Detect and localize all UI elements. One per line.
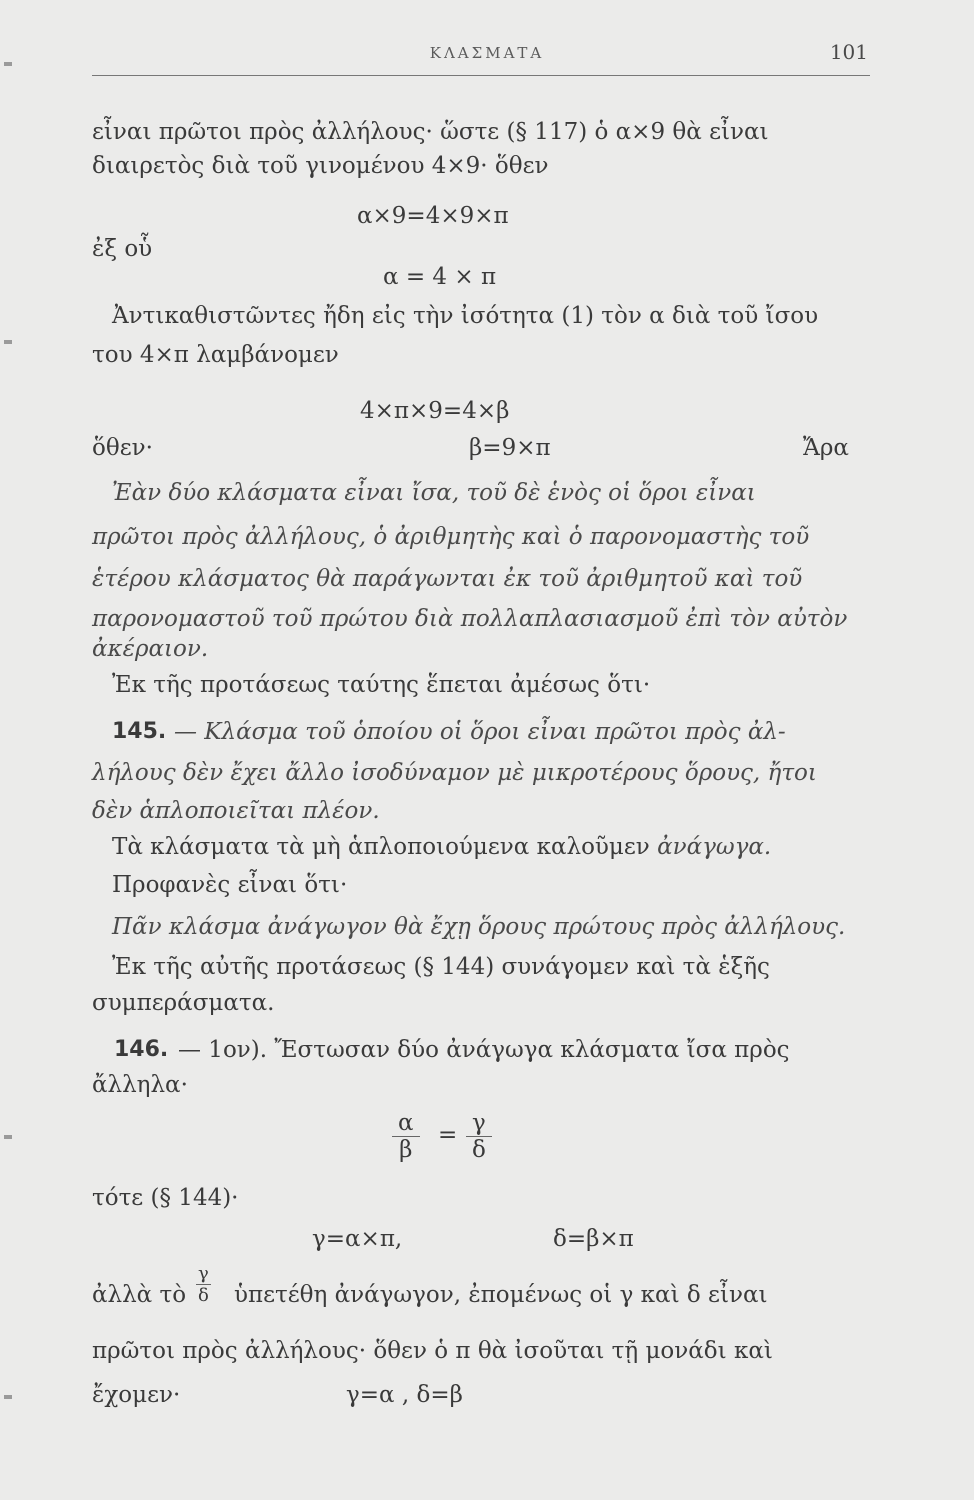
text-line: πρῶτοι πρὸς ἀλλήλους· ὅθεν ὁ π θὰ ἰσοῦται τῇ μονάδι καὶ xyxy=(92,1338,773,1364)
text-line: ἐξ οὗ xyxy=(92,236,153,262)
equation: δ=β×π xyxy=(553,1226,634,1252)
running-header: ΚΛΑΣΜΑΤΑ xyxy=(429,44,545,62)
theorem-line: παρονομαστοῦ τοῦ πρώτου διὰ πολλαπλασιασμοῦ ἐπὶ τὸν αὐτὸν xyxy=(92,606,848,632)
equation: 4×π×9=4×β xyxy=(360,398,510,424)
text-span: Τὰ κλάσματα τὰ μὴ ἁπλοποιούμενα καλοῦμεν xyxy=(112,834,658,860)
header-rule xyxy=(92,75,870,76)
numerator: α xyxy=(392,1110,420,1137)
theorem-line: πρῶτοι πρὸς ἀλλήλους, ὁ ἀριθμητὴς καὶ ὁ παρονομαστὴς τοῦ xyxy=(92,524,810,550)
denominator: δ xyxy=(197,1285,209,1306)
margin-mark xyxy=(4,340,12,344)
fraction-left xyxy=(392,1110,420,1163)
text-line: εἶναι πρῶτοι πρὸς ἀλλήλους· ὥστε (§ 117) ὁ α×9 θὰ εἶναι xyxy=(92,119,769,145)
text-line: ὅθεν· xyxy=(92,435,153,461)
margin-mark xyxy=(4,1135,12,1139)
theorem-line: λήλους δὲν ἔχει ἄλλο ἰσοδύναμον μὲ μικροτέρους ὅρους, ἤτοι xyxy=(92,760,817,786)
text-line: διαιρετὸς διὰ τοῦ γινομένου 4×9· ὅθεν xyxy=(92,153,549,179)
equation: γ=α , δ=β xyxy=(346,1382,463,1408)
text-line: Ἐκ τῆς αὐτῆς προτάσεως (§ 144) συνάγομεν καὶ τὰ ἑξῆς xyxy=(112,954,770,980)
margin-mark xyxy=(4,62,12,66)
equation: γ=α×π, xyxy=(312,1226,403,1252)
text-line: Ἐκ τῆς προτάσεως ταύτης ἕπεται ἀμέσως ὅτι· xyxy=(112,672,651,698)
text-line: ἔχομεν· xyxy=(92,1382,181,1408)
theorem-line: δὲν ἁπλοποιεῖται πλέον. xyxy=(92,798,380,824)
section-number: 145. xyxy=(112,719,167,744)
theorem-line: Πᾶν κλάσμα ἀνάγωγον θὰ ἔχῃ ὅρους πρώτους πρὸς ἀλλήλους. xyxy=(112,914,846,940)
text-line: συμπεράσματα. xyxy=(92,990,275,1016)
term-span: ἀνάγωγα. xyxy=(657,834,772,860)
numerator: γ xyxy=(466,1110,492,1137)
margin-mark xyxy=(4,1395,12,1399)
text-line: Ἄρα xyxy=(803,435,849,461)
text-line: ὑπετέθη ἀνάγωγον, ἐπομένως οἱ γ καὶ δ εἶναι xyxy=(234,1282,768,1308)
text-line: — 1ον). Ἔστωσαν δύο ἀνάγωγα κλάσματα ἴσα πρὸς xyxy=(178,1037,790,1063)
denominator: δ xyxy=(471,1137,486,1163)
text-line: τότε (§ 144)· xyxy=(92,1185,239,1211)
fraction-right xyxy=(466,1110,492,1163)
section-number: 146. xyxy=(114,1037,169,1062)
denominator: β xyxy=(399,1137,413,1163)
equation: β=9×π xyxy=(469,435,551,461)
theorem-line: — Κλάσμα τοῦ ὁποίου οἱ ὅροι εἶναι πρῶτοι πρὸς ἀλ- xyxy=(174,719,786,745)
text-line: του 4×π λαμβάνομεν xyxy=(92,342,339,368)
text-line: ἀλλὰ τὸ xyxy=(92,1282,187,1308)
equation: α×9=4×9×π xyxy=(357,203,509,229)
numerator: γ xyxy=(198,1263,209,1284)
fraction-inline xyxy=(196,1264,211,1307)
text-line: Ἀντικαθιστῶντες ἤδη εἰς τὴν ἰσότητα (1) τὸν α διὰ τοῦ ἴσου xyxy=(112,303,819,329)
page-number: 101 xyxy=(829,40,868,64)
equation: α = 4 × π xyxy=(383,264,497,290)
theorem-line: Ἐὰν δύο κλάσματα εἶναι ἴσα, τοῦ δὲ ἑνὸς οἱ ὅροι εἶναι xyxy=(112,480,756,506)
text-line: ἄλληλα· xyxy=(92,1072,188,1098)
equals-sign: = xyxy=(438,1122,458,1148)
theorem-line: ἑτέρου κλάσματος θὰ παράγωνται ἐκ τοῦ ἀριθμητοῦ καὶ τοῦ xyxy=(92,566,803,592)
theorem-line: ἀκέραιον. xyxy=(92,636,209,662)
text-line xyxy=(112,832,771,862)
text-line: Προφανὲς εἶναι ὅτι· xyxy=(112,872,348,898)
